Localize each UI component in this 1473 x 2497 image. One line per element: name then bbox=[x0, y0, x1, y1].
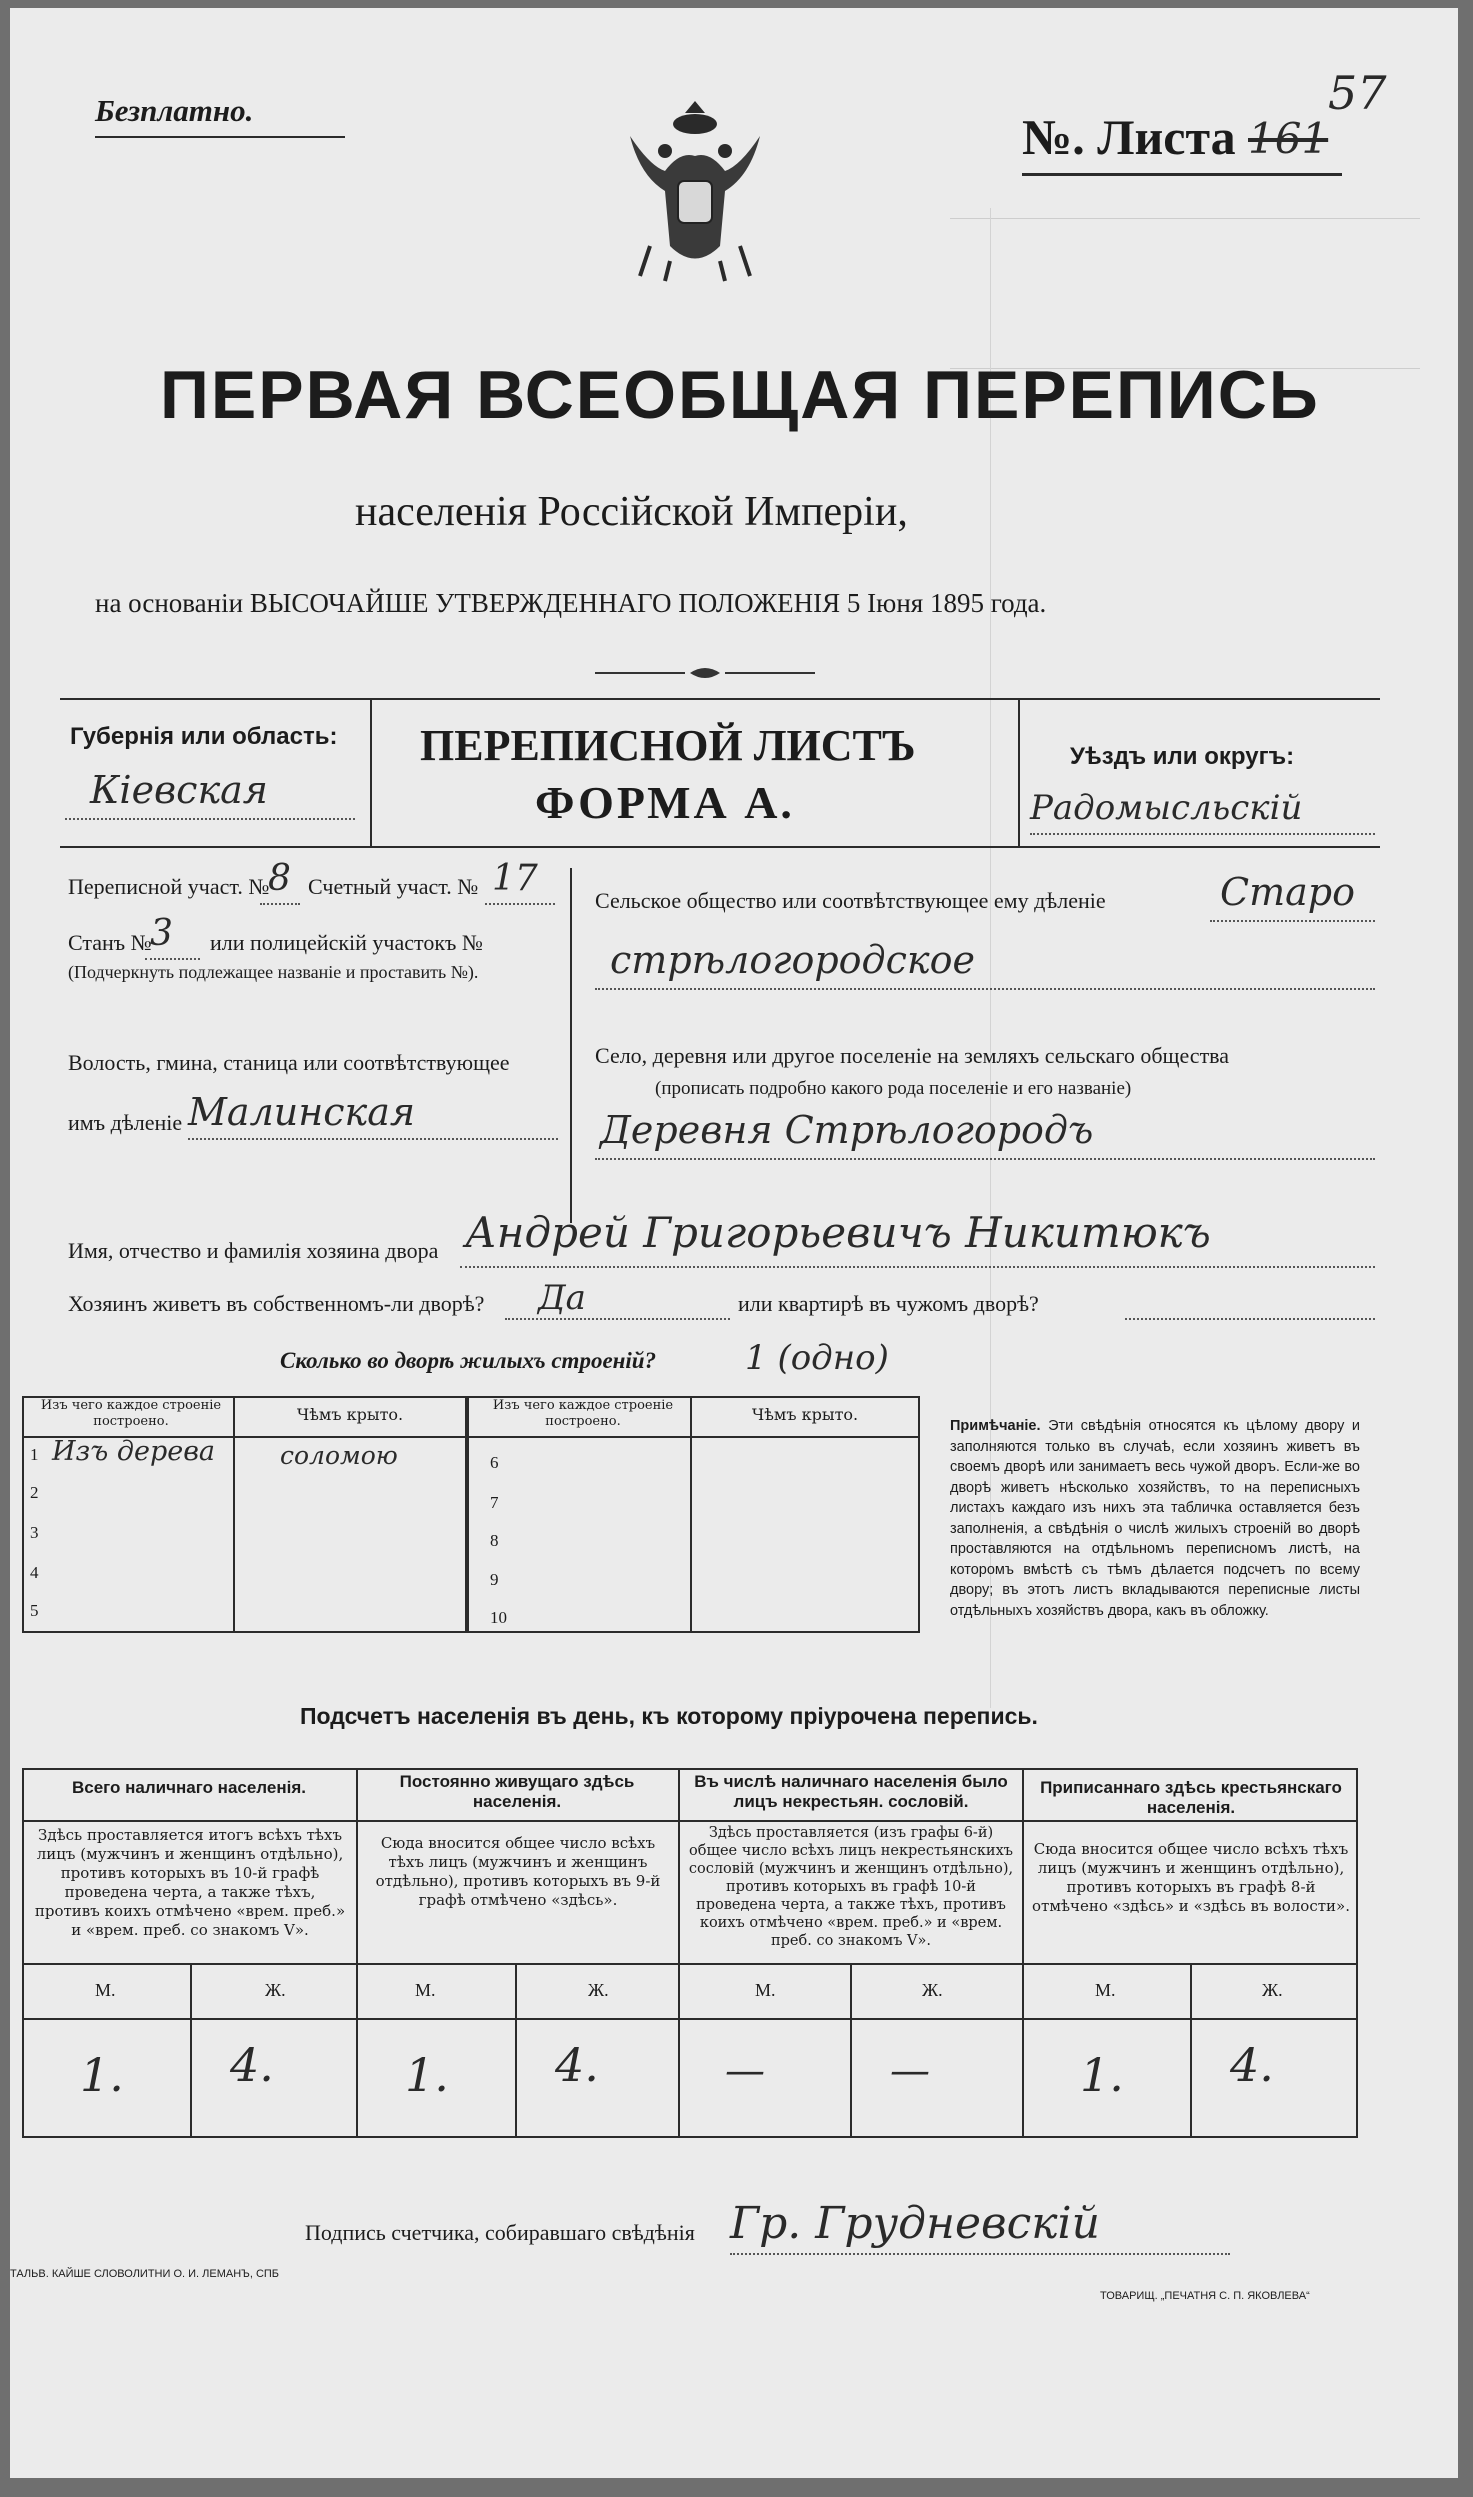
census-main-title: ПЕРВАЯ ВСЕОБЩАЯ ПЕРЕПИСЬ bbox=[160, 357, 1320, 433]
village-note: (прописать подробно какого рода поселеніе и его названіе) bbox=[655, 1078, 1132, 1099]
footer-printer-right: ТОВАРИЩ. „ПЕЧАТНЯ С. П. ЯКОВЛЕВА“ bbox=[1100, 2290, 1310, 2302]
count-col1-title: Всего наличнаго населенія. bbox=[72, 1778, 306, 1797]
gubernia-line bbox=[65, 818, 355, 820]
buildings-note bbox=[950, 1416, 1360, 1621]
count-mz-divider-3 bbox=[850, 1963, 852, 2138]
buildings-note-text: Эти свѣдѣнія относятся къ цѣлому двору и заполняются только въ случаѣ, если хозяинъ живетъ въ своемъ дворѣ или занимаетъ весь чужой дворъ. Если-же во дворѣ живетъ нѣсколько хозяйствъ, то на переписныхъ листахъ каждаго изъ нихъ эта табличка оставляется безъ заполненія, а свѣдѣнія о числѣ жилыхъ строеній во дворѣ проставляются на отдѣльномъ переписномъ листѣ, на которомъ вмѣстѣ съ тѣмъ дѣлается подсчетъ по всему двору; въ этотъ листъ вкладываются переписные листы отдѣльныхъ хозяйствъ двора, какъ въ обложку. bbox=[950, 1418, 1360, 1619]
sheet-number-value: 57 bbox=[1328, 66, 1387, 120]
imperial-eagle-emblem bbox=[610, 96, 780, 286]
form-title-line2: ФОРМА А. bbox=[535, 777, 795, 828]
owner-name-line bbox=[460, 1266, 1375, 1268]
buildings-right-material-head: Изъ чего каждое строеніе построено. bbox=[492, 1398, 674, 1429]
count-col2-zh-label: Ж. bbox=[588, 1980, 609, 2000]
building-row-number: 3 bbox=[30, 1523, 39, 1542]
society-value-1: Старо bbox=[1220, 870, 1355, 914]
society-line-1 bbox=[1210, 920, 1375, 922]
building-row-number: 6 bbox=[490, 1453, 499, 1472]
owner-own-line bbox=[505, 1318, 730, 1320]
ornament-divider bbox=[595, 663, 815, 683]
perepisnoy-line bbox=[260, 903, 300, 905]
building-row-number: 7 bbox=[490, 1493, 499, 1512]
schetny-value: 17 bbox=[492, 858, 538, 899]
building-row-number: 4 bbox=[30, 1563, 39, 1582]
buildings-label: Сколько во дворѣ жилыхъ строеній? bbox=[280, 1348, 657, 1373]
uezd-label: Уѣздъ или округъ: bbox=[1070, 743, 1295, 770]
schetny-label: Счетный участ. № bbox=[308, 874, 479, 899]
society-line-2 bbox=[595, 988, 1375, 990]
buildings-table-right bbox=[467, 1396, 920, 1633]
count-col2-title: Постоянно живущаго здѣсь населенія. bbox=[399, 1772, 635, 1811]
count-mz-divider-2 bbox=[515, 1963, 517, 2138]
stan-value: 3 bbox=[150, 913, 173, 954]
location-divider bbox=[570, 868, 572, 1223]
society-value-2: стрѣлогородское bbox=[610, 938, 975, 982]
count-col-divider-3 bbox=[1022, 1768, 1024, 2138]
volost-label-2: имъ дѣленіе bbox=[68, 1110, 183, 1135]
owner-rent-line bbox=[1125, 1318, 1375, 1320]
buildings-right-head-rule bbox=[467, 1436, 920, 1438]
count-col1-m-label: М. bbox=[95, 1980, 116, 2000]
count-col2-m-value: 1. bbox=[405, 2048, 449, 2102]
stan-label: Станъ № bbox=[68, 930, 152, 955]
buildings-left-col-divider bbox=[233, 1396, 235, 1633]
volost-line bbox=[188, 1138, 558, 1140]
count-mz-divider-1 bbox=[190, 1963, 192, 2138]
count-col-divider-2 bbox=[678, 1768, 680, 2138]
schetny-line bbox=[485, 903, 555, 905]
village-label: Село, деревня или другое поселеніе на земляхъ сельскаго общества bbox=[595, 1043, 1230, 1068]
count-col3-m-value: — bbox=[725, 2048, 765, 2094]
building-row-number: 10 bbox=[490, 1608, 507, 1627]
count-col2-zh-value: 4. bbox=[555, 2038, 599, 2092]
signature-label: Подпись счетчика, собиравшаго свѣдѣнія bbox=[305, 2220, 695, 2245]
owner-own-label: Хозяинъ живетъ въ собственномъ-ли дворѣ? bbox=[68, 1291, 485, 1316]
buildings-value: 1 (одно) bbox=[745, 1338, 889, 1378]
signature-line bbox=[730, 2253, 1230, 2255]
village-value: Деревня Стрѣлогородъ bbox=[600, 1108, 1094, 1152]
police-label: или полицейскій участокъ № bbox=[210, 930, 483, 955]
perepisnoy-label: Переписной участ. № bbox=[68, 874, 270, 899]
census-basis: на основаніи ВЫСОЧАЙШЕ УТВЕРЖДЕННАГО ПОЛОЖЕНІЯ 5 Іюня 1895 года. bbox=[95, 588, 1047, 618]
title-bottom-rule bbox=[60, 846, 1380, 848]
village-line bbox=[595, 1158, 1375, 1160]
count-mz-divider-4 bbox=[1190, 1963, 1192, 2138]
owner-name-label: Имя, отчество и фамилія хозяина двора bbox=[68, 1238, 439, 1263]
uezd-value: Радомысльскій bbox=[1030, 788, 1303, 828]
perepisnoy-value: 8 bbox=[268, 858, 291, 899]
count-col3-zh-value: — bbox=[890, 2048, 930, 2094]
form-title-line1: ПЕРЕПИСНОЙ ЛИСТЪ bbox=[420, 721, 916, 770]
count-col1-zh-label: Ж. bbox=[265, 1980, 286, 2000]
buildings-right-roof-head: Чѣмъ крыто. bbox=[751, 1405, 859, 1424]
count-col4-desc: Сюда вносится общее число всѣхъ тѣхъ лицъ (мужчинъ и женщинъ отдѣльно), противъ которыхъ въ графѣ 8-й отмѣчено «здѣсь» и «здѣсь въ волости». bbox=[1032, 1840, 1350, 1915]
sheet-number-underline bbox=[1022, 173, 1342, 176]
count-heading: Подсчетъ населенія въ день, къ которому пріурочена перепись. bbox=[300, 1703, 1038, 1729]
stan-line bbox=[145, 958, 200, 960]
buildings-left-roof-head: Чѣмъ крыто. bbox=[296, 1405, 404, 1424]
buildings-table-left bbox=[22, 1396, 467, 1633]
buildings-left-material-head: Изъ чего каждое строеніе построено. bbox=[40, 1398, 222, 1429]
buildings-right-col-divider bbox=[690, 1396, 692, 1633]
count-col4-title: Приписаннаго здѣсь крестьянскаго населенія. bbox=[1040, 1778, 1342, 1817]
census-form-sheet bbox=[10, 8, 1458, 2478]
count-col2-m-label: М. bbox=[415, 1980, 436, 2000]
owner-name-value: Андрей Григорьевичъ Никитюкъ bbox=[465, 1208, 1211, 1257]
count-col1-m-value: 1. bbox=[80, 2048, 124, 2102]
society-label: Сельское общество или соотвѣтствующее ему дѣленіе bbox=[595, 888, 1106, 913]
count-col3-m-label: М. bbox=[755, 1980, 776, 2000]
volost-value: Малинская bbox=[188, 1090, 416, 1134]
count-col3-desc: Здѣсь проставляется (изъ графы 6-й) общее число всѣхъ лицъ некрестьянскихъ сословій (мужчинъ и женщинъ отдѣльно), противъ которыхъ въ графѣ 10-й проведена черта, а также тѣхъ, противъ коихъ отмѣчено «врем. преб.» и «врем. преб. со знакомъ V». bbox=[688, 1825, 1014, 1949]
count-col3-title: Въ числѣ наличнаго населенія было лицъ некрестьян. сословій. bbox=[694, 1772, 1008, 1811]
footer-printer-left: ТАЛЬВ. КАЙШЕ СЛОВОЛИТНИ О. И. ЛЕМАНЪ, СПБ bbox=[10, 2268, 280, 2280]
owner-rent-label: или квартирѣ въ чужомъ дворѣ? bbox=[738, 1291, 1039, 1316]
census-subtitle: населенія Россійской Имперіи, bbox=[355, 489, 908, 535]
sheet-number-label: №. Листа bbox=[1022, 109, 1236, 165]
gubernia-label: Губернія или область: bbox=[70, 723, 338, 750]
count-col1-desc: Здѣсь проставляется итогъ всѣхъ тѣхъ лицъ (мужчинъ и женщинъ отдѣльно), противъ которыхъ въ 10-й графѣ проведена черта, а также тѣхъ, противъ коихъ отмѣчено «врем. преб.» и «врем. преб. со знакомъ V». bbox=[34, 1826, 346, 1939]
free-label-underline bbox=[95, 136, 345, 138]
building-row-number: 9 bbox=[490, 1570, 499, 1589]
underline-note: (Подчеркнуть подлежащее названіе и проставить №). bbox=[68, 962, 479, 982]
building-row-roof: соломою bbox=[280, 1441, 398, 1470]
gubernia-value: Кіевская bbox=[90, 768, 268, 812]
count-desc-rule bbox=[22, 1963, 1358, 1965]
volost-label: Волость, гмина, станица или соотвѣтствующее bbox=[68, 1050, 510, 1075]
count-col4-m-label: М. bbox=[1095, 1980, 1116, 2000]
count-col3-zh-label: Ж. bbox=[922, 1980, 943, 2000]
count-col4-zh-label: Ж. bbox=[1262, 1980, 1283, 2000]
count-col2-desc: Сюда вносится общее число всѣхъ тѣхъ лицъ (мужчинъ и женщинъ отдѣльно), противъ которыхъ въ 9-й графѣ отмѣчено «здѣсь». bbox=[375, 1834, 661, 1909]
uezd-line bbox=[1030, 833, 1375, 835]
count-mz-rule bbox=[22, 2018, 1358, 2020]
sheet-number-struck: 161 bbox=[1248, 114, 1329, 163]
building-row-number: 8 bbox=[490, 1531, 499, 1550]
building-row-number: 5 bbox=[30, 1601, 39, 1620]
count-col-divider-1 bbox=[356, 1768, 358, 2138]
count-title-rule bbox=[22, 1820, 1358, 1822]
building-row-number: 1 bbox=[30, 1445, 39, 1464]
free-label: Безплатно. bbox=[95, 93, 254, 128]
count-col4-zh-value: 4. bbox=[1230, 2038, 1274, 2092]
building-row-material: Изъ дерева bbox=[52, 1436, 216, 1467]
count-col1-zh-value: 4. bbox=[230, 2038, 274, 2092]
owner-own-value: Да bbox=[538, 1278, 586, 1318]
building-row-number: 2 bbox=[30, 1483, 39, 1502]
buildings-note-title: Примѣчаніе. bbox=[950, 1418, 1041, 1434]
signature-value: Гр. Грудневскій bbox=[730, 2198, 1100, 2249]
count-col4-m-value: 1. bbox=[1080, 2048, 1124, 2102]
